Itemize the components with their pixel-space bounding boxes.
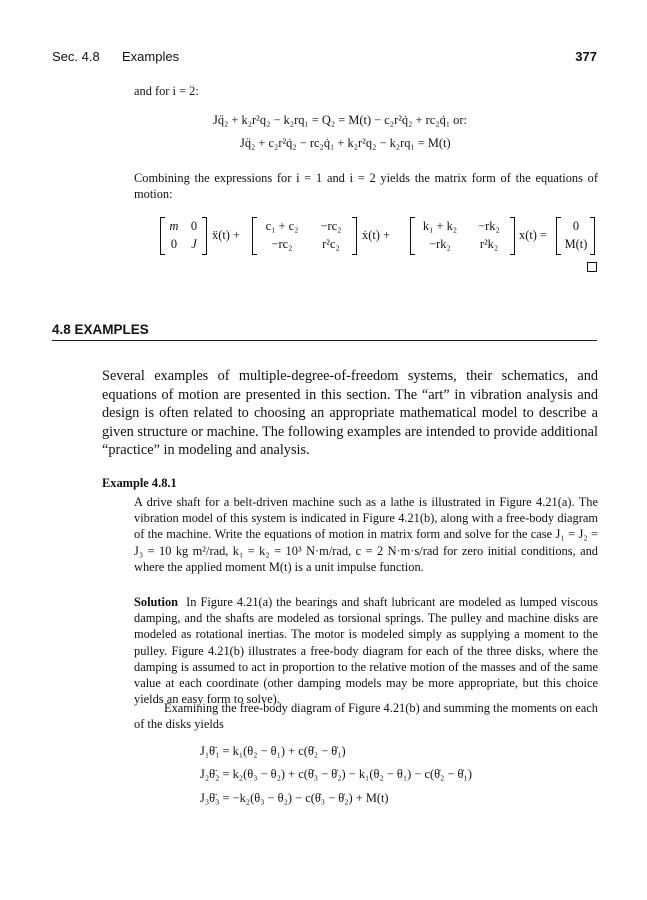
intro-paragraph: Several examples of multiple-degree-of-freedom systems, their schematics, and equations of motion are presented in this section. The “art” in vibration analysis and design is often related to choosing an appropriate mathematical model to describe a given structure or machine. The following examples are intended to provide additional “practice” in modeling and analysis.	[102, 368, 598, 458]
mass-m12: 0	[190, 219, 198, 233]
solution-text: In Figure 4.21(a) the bearings and shaft lubricant are modeled as lumped viscous damping, and the shafts are modeled as torsional springs. The pulley and machine disks are modeled as rotational inertias. The motor is modeled simply as supplying a moment to the pulley. Figure 4.21(b) illustrates a free-body diagram for each of the three disks, where the damping is assumed to act in proportion to the relative motion of the masses and of the same value at each coordinate (other damping models may be more appropriate, but this choice yields an easy form to solve).	[134, 595, 599, 707]
example-problem: A drive shaft for a belt-driven machine such as a lathe is illustrated in Figure 4.21(a). The vibration model of this system is indicated in Figure 4.21(b), along with a free-body diagram of the machine. Write the equations of motion in matrix form and solve for the case J₁ = J₂ = J₃ = 10 kg m²/rad, k₁ = k₂ = 10³ N·m/rad, c = 2 N·m·s/rad for zero initial conditions, and where the applied moment M(t) is a unit impulse function.	[134, 495, 598, 574]
equation-i2-a: Jq̈₂ + k₂r²q₂ − k₂rq₁ = Q₂ = M(t) − c₂r²q̇₂ + rc₂q̇₁ or:	[213, 113, 467, 127]
damping-c11: c₁ + c₂	[265, 219, 299, 233]
force-f1: 0	[572, 219, 580, 233]
intro-line: and for i = 2:	[134, 84, 199, 98]
mass-m22: J	[191, 237, 197, 251]
page-number: 377	[575, 49, 597, 64]
stiffness-bracket-right	[510, 217, 515, 255]
solution-paragraph	[134, 594, 598, 707]
mass-m11: m	[169, 219, 179, 233]
combining-text: Combining the expressions for i = 1 and i = 2 yields the matrix form of the equations of motion:	[134, 171, 598, 202]
section-rule	[52, 340, 597, 341]
solution-label: Solution	[134, 595, 179, 609]
running-header	[52, 49, 597, 67]
equation-disk-2: J₂θ̈₂ = k₂(θ₃ − θ₂) + c(θ̇₃ − θ̇₂) − k₁(θ₂ − θ₁) − c(θ̇₂ − θ̇₁)	[200, 767, 472, 781]
x-term: x(t) =	[519, 228, 547, 242]
stiffness-k11: k₁ + k₂	[422, 219, 458, 233]
damping-c21: −rc₂	[271, 237, 293, 251]
mass-bracket-right	[202, 217, 207, 255]
damping-bracket-right	[352, 217, 357, 255]
equation-disk-1: J₁θ̈₁ = k₁(θ₂ − θ₁) + c(θ̇₂ − θ̇₁)	[200, 744, 346, 758]
damping-c12: −rc₂	[320, 219, 342, 233]
mass-m21: 0	[170, 237, 178, 251]
mass-bracket-left	[160, 217, 165, 255]
examining-text: Examining the free-body diagram of Figure 4.21(b) and summing the moments on each of the disks yields	[134, 701, 598, 732]
end-of-proof-square	[587, 262, 597, 272]
equation-i2-b: Jq̈₂ + c₂r²q̇₂ − rc₂q̇₁ + k₂r²q₂ − k₂rq₁ = M(t)	[240, 136, 451, 150]
section-heading: 4.8 EXAMPLES	[52, 322, 149, 337]
equation-disk-3: J₃θ̈₃ = −k₂(θ₃ − θ₂) − c(θ̇₃ − θ̇₂) + M(t)	[200, 791, 389, 805]
header-title: Examples	[122, 49, 180, 64]
header-section: Sec. 4.8	[52, 49, 100, 64]
xddot-term: ẍ(t) +	[212, 228, 240, 242]
stiffness-k12: −rk₂	[478, 219, 500, 233]
force-f2: M(t)	[564, 237, 588, 251]
xdot-term: ẋ(t) +	[362, 228, 390, 242]
example-heading: Example 4.8.1	[102, 476, 177, 490]
stiffness-k22: r²k₂	[479, 237, 499, 251]
stiffness-k21: −rk₂	[429, 237, 451, 251]
damping-c22: r²c₂	[322, 237, 340, 251]
